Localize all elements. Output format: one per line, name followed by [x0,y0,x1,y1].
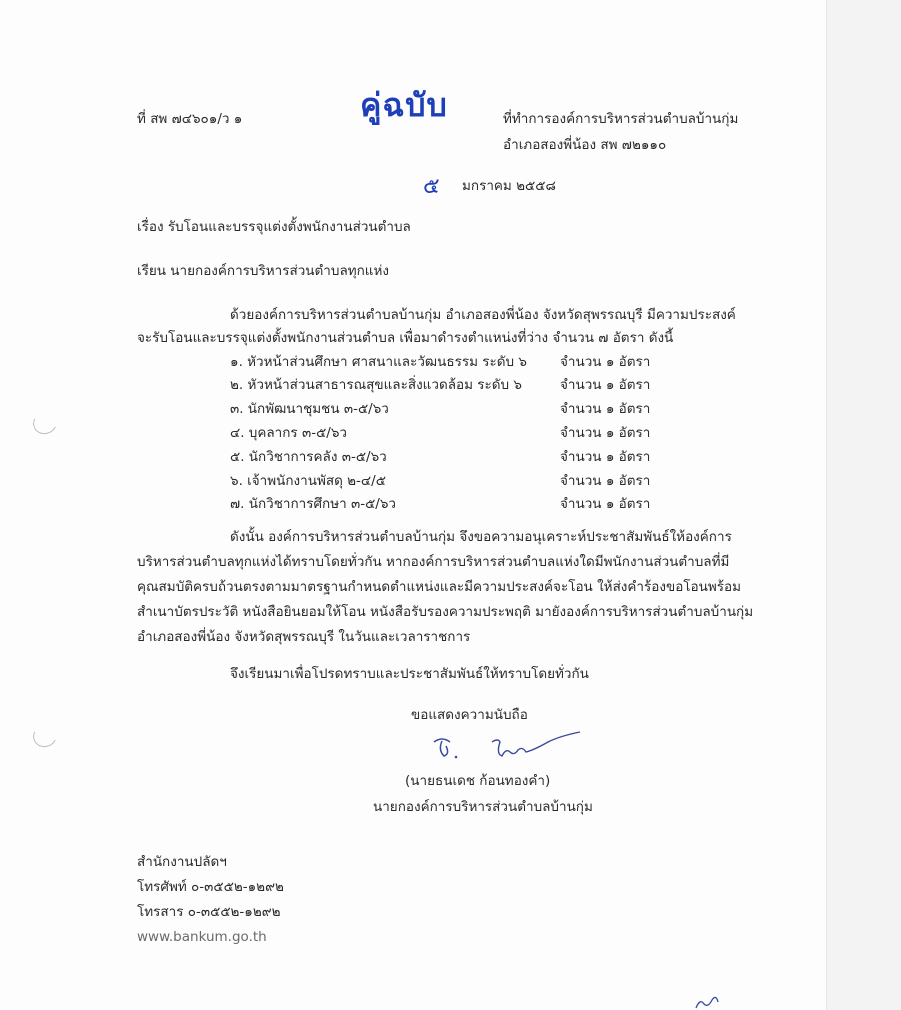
intro-line-2: จะรับโอนและบรรจุแต่งตั้งพนักงานส่วนตำบล เพื่อมาดำรงตำแหน่งที่ว่าง จำนวน ๗ อัตรา ดังนี้ [137,330,674,346]
body-line-2: บริหารส่วนตำบลทุกแห่งได้ทราบโดยทั่วกัน หากองค์การบริหารส่วนตำบลแห่งใดมีพนักงานส่วนตำบลที่มี [137,554,730,570]
office-address-line1: ที่ทำการองค์การบริหารส่วนตำบลบ้านกุ่ม [503,111,739,127]
position-item-label: ๗. นักวิชาการศึกษา ๓-๕/๖ว [230,496,396,512]
position-item-label: ๕. นักวิชาการคลัง ๓-๕/๖ว [230,449,387,465]
closing-request: จึงเรียนมาเพื่อโปรดทราบและประชาสัมพันธ์ให้ทราบโดยทั่วกัน [230,666,589,682]
position-item-label: ๒. หัวหน้าส่วนสาธารณสุขและสิ่งแวดล้อม ระดับ ๖ [230,377,522,393]
contact-fax: โทรสาร ๐-๓๕๕๒-๑๒๙๒ [137,904,281,920]
valediction: ขอแสดงความนับถือ [411,707,528,723]
position-item-count: จำนวน ๑ อัตรา [560,425,651,441]
position-item-count: จำนวน ๑ อัตรา [560,496,651,512]
position-item-label: ๓. นักพัฒนาชุมชน ๓-๕/๖ว [230,401,389,417]
contact-department: สำนักงานปลัดฯ [137,854,227,870]
reference-number: ที่ สพ ๗๔๖๐๑/ว ๑ [137,111,243,127]
website-link[interactable]: www.bankum.go.th [137,929,267,945]
subject-line: เรื่อง รับโอนและบรรจุแต่งตั้งพนักงานส่วนตำบล [137,219,411,235]
position-item-count: จำนวน ๑ อัตรา [560,377,651,393]
punch-hole [30,722,60,751]
handwritten-signature [430,728,590,768]
body-line-3: คุณสมบัติครบถ้วนตรงตามมาตรฐานกำหนดตำแหน่งและมีความประสงค์จะโอน ให้ส่งคำร้องขอโอนพร้อม [137,579,742,595]
body-line-1: ดังนั้น องค์การบริหารส่วนตำบลบ้านกุ่ม จึงขอความอนุเคราะห์ประชาสัมพันธ์ให้องค์การ [230,529,732,545]
body-line-5: อำเภอสองพี่น้อง จังหวัดสุพรรณบุรี ในวันและเวลาราชการ [137,629,471,645]
position-item-count: จำนวน ๑ อัตรา [560,473,651,489]
punch-hole [30,409,60,438]
contact-phone: โทรศัพท์ ๐-๓๕๕๒-๑๒๙๒ [137,879,284,895]
intro-line-1: ด้วยองค์การบริหารส่วนตำบลบ้านกุ่ม อำเภอสองพี่น้อง จังหวัดสุพรรณบุรี มีความประสงค์ [230,307,736,323]
scan-edge [826,0,901,1010]
date-month-year: มกราคม ๒๕๕๘ [462,178,556,194]
handwritten-day: ๕ [423,174,440,199]
position-item-label: ๔. บุคลากร ๓-๕/๖ว [230,425,347,441]
position-item-count: จำนวน ๑ อัตรา [560,401,651,417]
position-item-label: ๑. หัวหน้าส่วนศึกษา ศาสนาและวัฒนธรรม ระดับ ๖ [230,354,527,370]
position-item-count: จำนวน ๑ อัตรา [560,354,651,370]
corner-handwriting-mark [690,992,740,1010]
copy-stamp: คู่ฉบับ [360,86,448,124]
body-line-4: สำเนาบัตรประวัติ หนังสือยินยอมให้โอน หนังสือรับรองความประพฤติ มายังองค์การบริหารส่วนตำบลบ้านกุ่ม [137,604,754,620]
salutation: เรียน นายกองค์การบริหารส่วนตำบลทุกแห่ง [137,263,389,279]
position-item-count: จำนวน ๑ อัตรา [560,449,651,465]
signer-name: (นายธนเดช ก้อนทองคำ) [405,773,551,789]
signer-title: นายกองค์การบริหารส่วนตำบลบ้านกุ่ม [373,799,593,815]
office-address-line2: อำเภอสองพี่น้อง สพ ๗๒๑๑๐ [503,137,667,153]
position-item-label: ๖. เจ้าพนักงานพัสดุ ๒-๔/๕ [230,473,386,489]
